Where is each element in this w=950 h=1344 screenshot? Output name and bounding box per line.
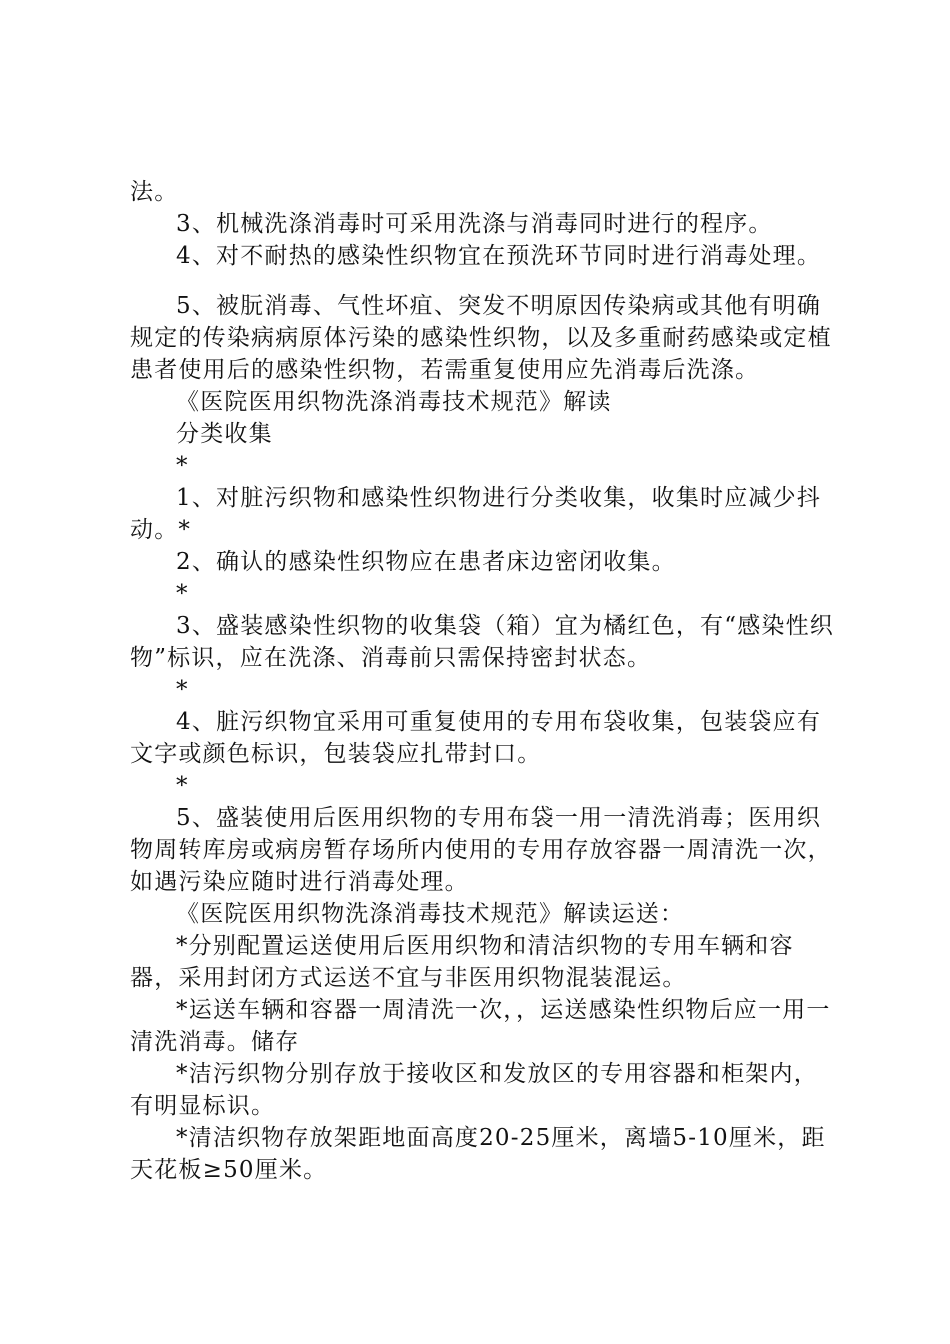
section-heading-interpretation: 《医院医用织物洗涤消毒技术规范》解读	[176, 389, 612, 415]
storage-item-2: *清洁织物存放架距地面高度20-25厘米，离墙5-10厘米，距天花板≥50厘米。	[130, 1125, 826, 1183]
paragraph-item-4: 4、对不耐热的感染性织物宜在预洗环节同时进行消毒处理。	[176, 243, 822, 269]
section-heading-classification: 分类收集	[176, 421, 273, 447]
collection-item-4: 4、脏污织物宜采用可重复使用的专用布袋收集，包装袋应有文字或颜色标识，包装袋应扎带封口。	[130, 709, 822, 767]
collection-item-3: 3、盛装感染性织物的收集袋（箱）宜为橘红色，有“感染性织物”标识，应在洗涤、消毒前只需保持密封状态。	[130, 613, 834, 671]
section-heading-transport: 《医院医用织物洗涤消毒技术规范》解读运送：	[176, 901, 685, 927]
paragraph-continuation: 法。	[130, 179, 179, 205]
transport-item-1: *分别配置运送使用后医用织物和清洁织物的专用车辆和容器，采用封闭方式运送不宜与非医用织物混装混运。	[130, 933, 794, 991]
collection-item-2: 2、确认的感染性织物应在患者床边密闭收集。	[176, 549, 676, 575]
storage-item-1: *洁污织物分别存放于接收区和发放区的专用容器和柜架内，有明显标识。	[130, 1061, 818, 1119]
collection-item-1: 1、对脏污织物和感染性织物进行分类收集，收集时应减少抖动。*	[130, 485, 822, 543]
asterisk-marker: *	[176, 581, 189, 607]
asterisk-marker: *	[176, 773, 189, 799]
paragraph-item-3: 3、机械洗涤消毒时可采用洗涤与消毒同时进行的程序。	[176, 211, 773, 237]
asterisk-marker: *	[176, 677, 189, 703]
paragraph-item-5: 5、被朊消毒、气性坏疽、突发不明原因传染病或其他有明确规定的传染病病原体污染的感染性织物，以及多重耐药感染或定植患者使用后的感染性织物，若需重复使用应先消毒后洗涤。	[130, 293, 832, 383]
asterisk-marker: *	[176, 453, 189, 479]
document-body	[130, 176, 835, 1186]
paragraph-gap	[130, 272, 835, 290]
collection-item-5: 5、盛装使用后医用织物的专用布袋一用一清洗消毒；医用织物周转库房或病房暂存场所内使用的专用存放容器一周清洗一次，如遇污染应随时进行消毒处理。	[130, 805, 832, 895]
transport-item-2: *运送车辆和容器一周清洗一次，，运送感染性织物后应一用一清洗消毒。储存	[130, 997, 831, 1055]
